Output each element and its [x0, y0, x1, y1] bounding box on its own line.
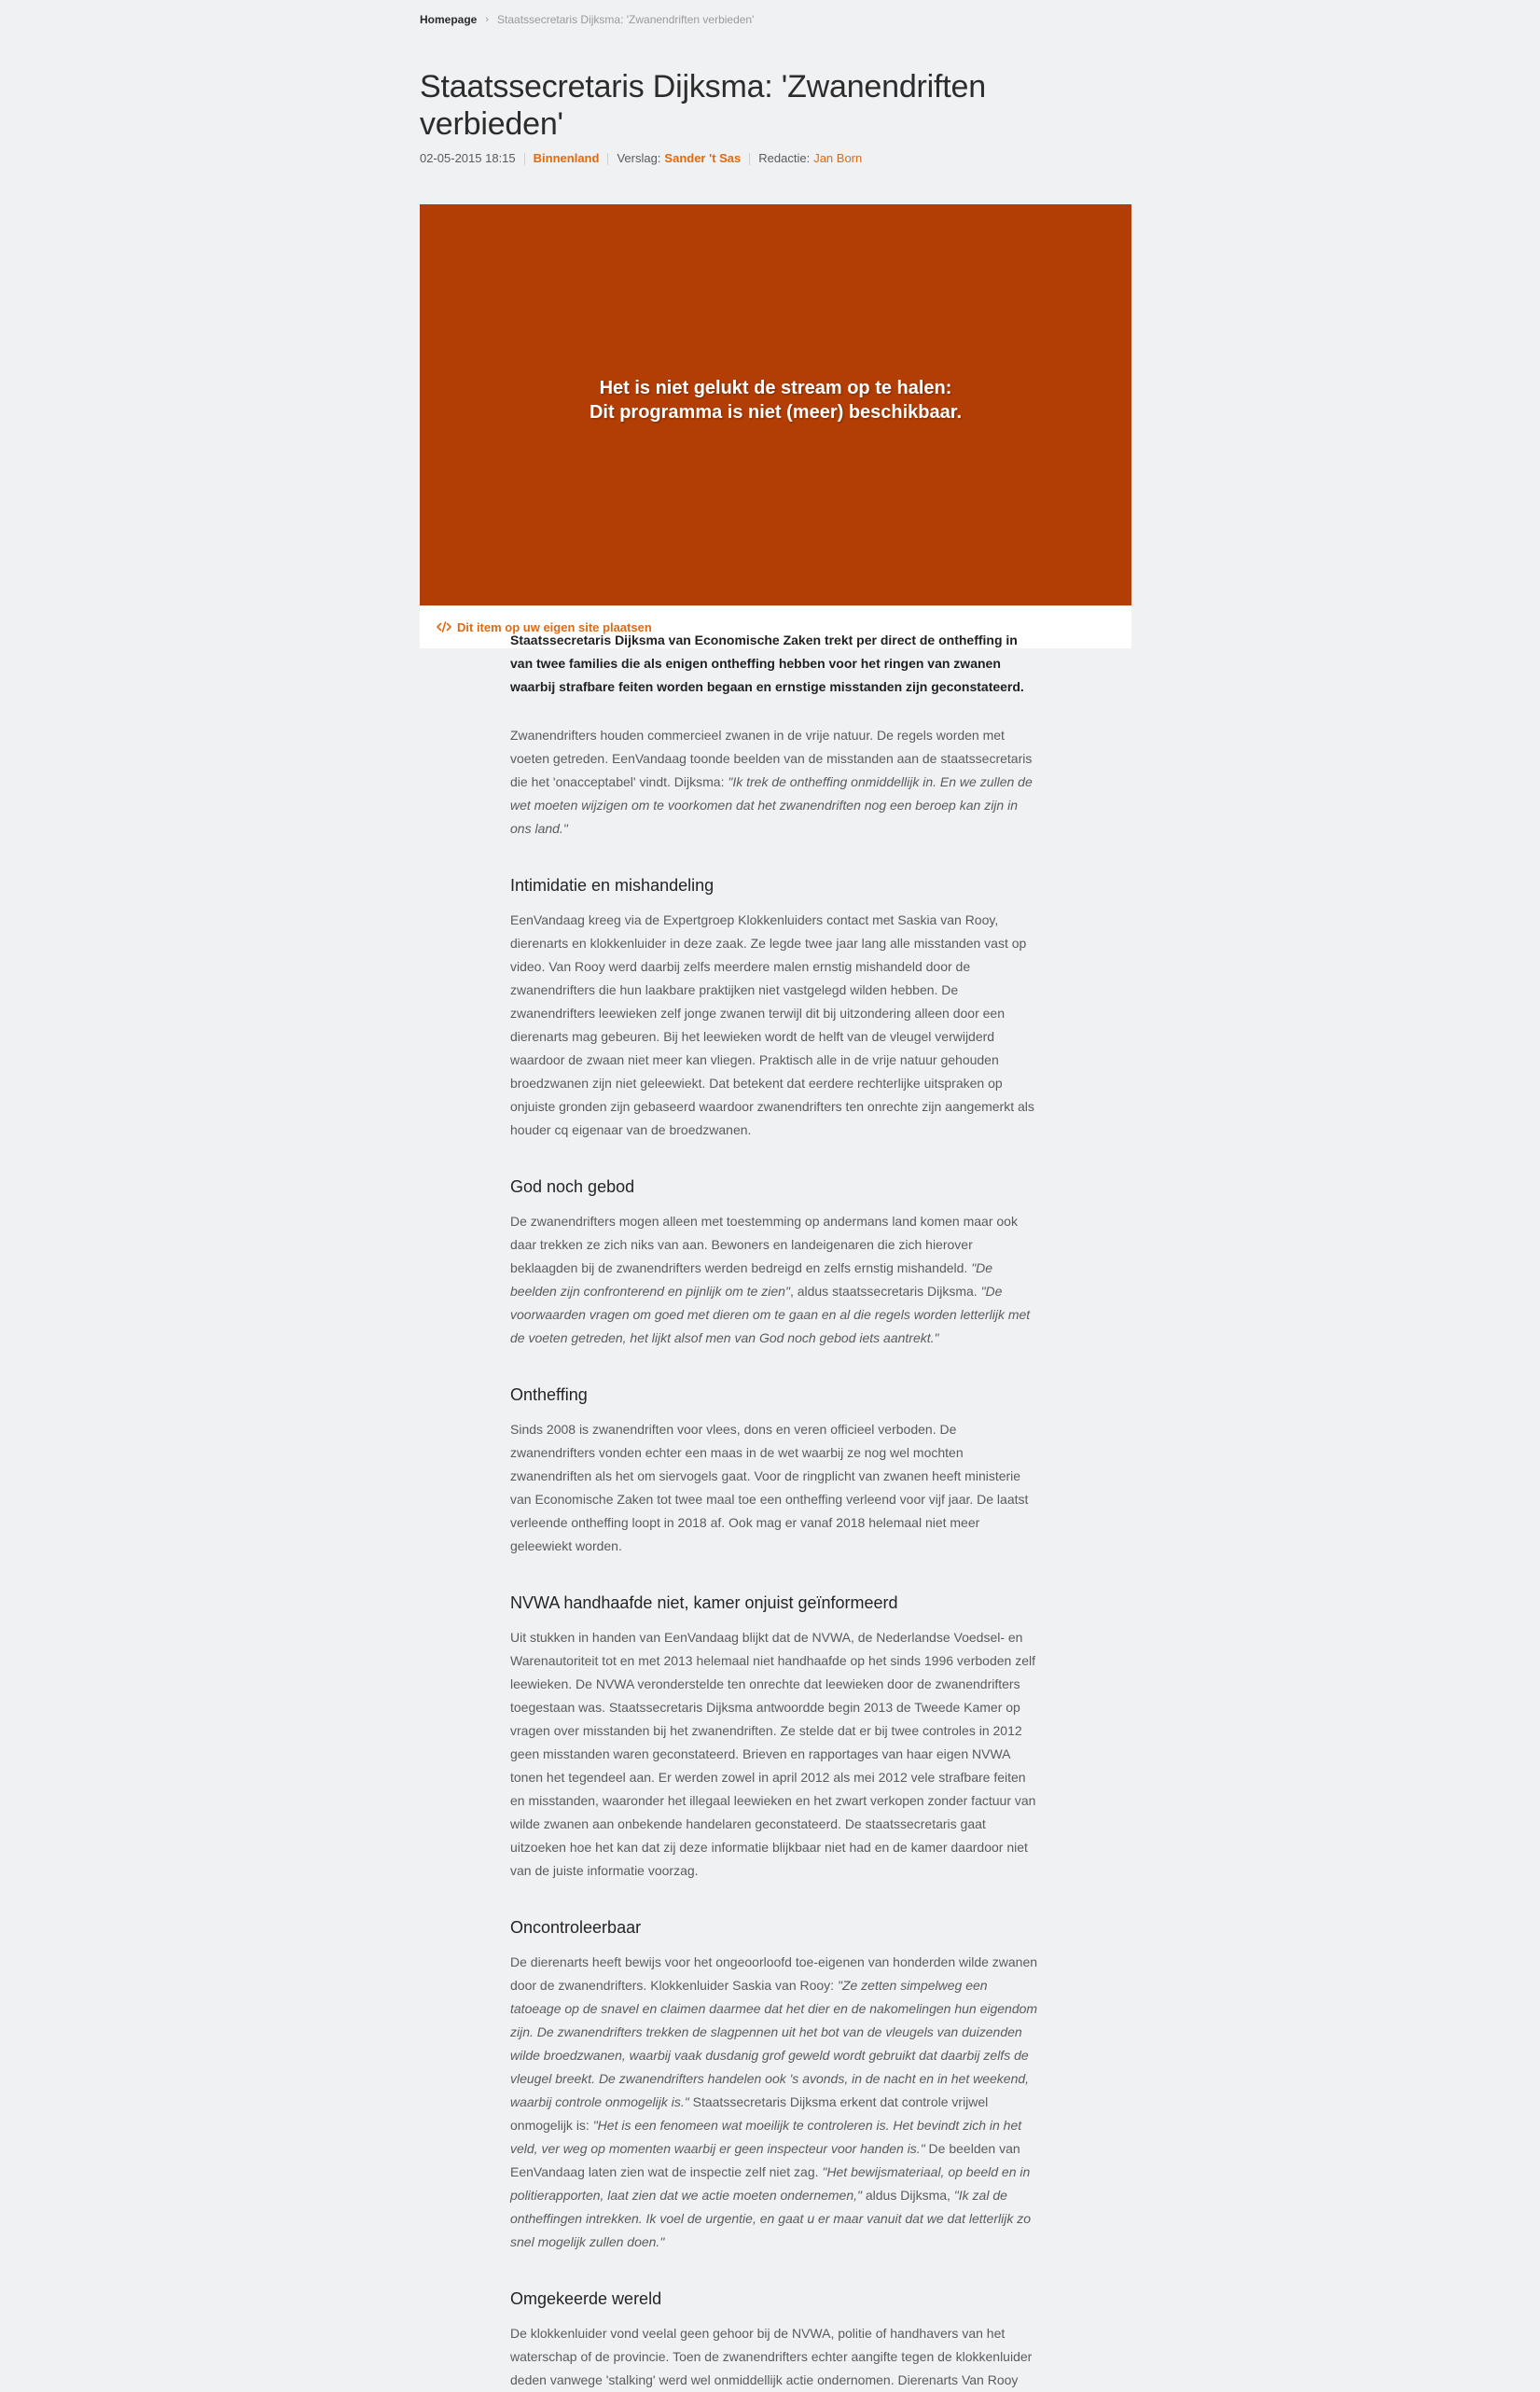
meta-divider	[749, 153, 750, 165]
intro-paragraph	[510, 724, 1040, 841]
section-text: Staatssecretaris Dijksma erkent dat controle vrijwel onmogelijk is:	[510, 2094, 989, 2133]
section-heading: God noch gebod	[510, 1177, 635, 1196]
article-body	[510, 629, 1040, 2392]
section-text: De zwanendrifters mogen alleen met toestemming op andermans land komen maar ook daar trekken ze zich niks van aan. Bewoners en landeigenaren die zich hierover beklaagden bij de zwanendrifters werden bedreigd en zelfs ernstig mishandeld.	[510, 1214, 1018, 1275]
video-player[interactable]	[420, 204, 1131, 605]
section-paragraph: EenVandaag kreeg via de Expertgroep Klokkenluiders contact met Saskia van Rooy, dierenarts en klokkenluider in deze zaak. Ze legde twee jaar lang alle misstanden vast op video. Van Rooy werd daarbij zelfs meerdere malen ernstig mishandeld door de zwanendrifters die hun laakbare praktijken niet vastgelegd wilden hebben. De zwanendrifters leewieken zelf jonge zwanen terwijl dit bij uitzondering alleen door een dierenarts mag gebeuren. Bij het leewieken wordt de helft van de vleugel verwijderd waardoor de zwaan niet meer kan vliegen. Praktisch alle in de vrije natuur gehouden broedzwanen zijn niet geleewiekt. Dat betekent dat eerdere rechterlijke uitspraken op onjuiste gronden zijn gebaseerd waardoor zwanendrifters ten onrechte zijn aangemerkt als houder cq eigenaar van de broedzwanen.	[510, 912, 1034, 1137]
section-quote: "De beelden zijn confronterend en pijnlijk om te zien"	[510, 1260, 993, 1299]
report-author-link[interactable]: Sander 't Sas	[664, 151, 742, 165]
intro-quote: "Ik trek de ontheffing onmiddellijk in. En we zullen de wet moeten wijzigen om te voorkomen dat het zwanendriften nog een beroep kan zijn in ons land."	[510, 774, 1033, 836]
section-paragraph	[510, 1210, 1040, 1350]
section-paragraph: Sinds 2008 is zwanendriften voor vlees, dons en veren officieel verboden. De zwanendrifters vonden echter een maas in de wet waarbij ze nog wel mochten zwanendriften als het om siervogels gaat. Voor de ringplicht van zwanen heeft ministerie van Economische Zaken tot twee maal toe een ontheffing verleend voor vijf jaar. De laatst verleende ontheffing loopt in 2018 af. Ook mag er vanaf 2018 helemaal niet meer geleewiekt worden.	[510, 1422, 1029, 1553]
report-label: Verslag:	[617, 151, 661, 165]
editor-link[interactable]: Jan Born	[813, 151, 863, 165]
meta-divider	[607, 153, 608, 165]
section-text: , aldus staatssecretaris Dijksma.	[789, 1284, 981, 1299]
player-error-line-2: Dit programma is niet (meer) beschikbaar.	[589, 402, 963, 423]
section-quote: "Het bewijsmateriaal, op beeld en in politierapporten, laat zien dat we actie moeten ondernemen,"	[510, 2164, 1031, 2203]
category-link[interactable]: Binnenland	[533, 151, 600, 165]
breadcrumb-separator-icon: ›	[485, 14, 490, 25]
meta-divider	[524, 153, 525, 165]
embed-item-label: Dit item op uw eigen site plaatsen	[457, 619, 652, 634]
section-quote: "Ze zetten simpelweg een tatoeage op de snavel en claimen daarmee dat het dier en de nakomelingen hun eigendom zijn. De zwanendrifters trekken de slagpennen uit het bot van de vleugels van duizenden wilde broedzwanen, waarbij vaak dusdanig grof geweld wordt gebruikt dat daarbij zelfs de vleugel breekt. De zwanendrifters handelen ook 's avonds, in de nacht en in het weekend, waarbij controle onmogelijk is."	[510, 1978, 1038, 2109]
player-error-line-1: Het is niet gelukt de stream op te halen:	[599, 378, 952, 398]
intro-text: Zwanendrifters houden commercieel zwanen in de vrije natuur. De regels worden met voeten getreden. EenVandaag toonde beelden van de misstanden aan de staatssecretaris die het 'onacceptabel' vindt. Dijksma:	[510, 728, 1033, 789]
section-paragraph	[510, 1951, 1040, 2254]
publish-datetime: 02-05-2015 18:15	[420, 151, 516, 165]
section-quote: "Het is een fenomeen wat moeilijk te controleren is. Het bevindt zich in het veld, ver weg op momenten waarbij er geen inspecteur voor handen is."	[510, 2118, 1022, 2156]
section-heading: Omgekeerde wereld	[510, 2289, 662, 2308]
breadcrumb-home-link[interactable]: Homepage	[420, 13, 478, 26]
section-heading: Ontheffing	[510, 1385, 588, 1404]
section-heading: NVWA handhaafde niet, kamer onjuist geïnformeerd	[510, 1593, 898, 1612]
code-icon	[437, 621, 451, 633]
editor-label: Redactie:	[758, 151, 811, 165]
section-text: aldus Dijksma,	[861, 2188, 954, 2203]
article-lead: Staatssecretaris Dijksma van Economische Zaken trekt per direct de ontheffing in van twee families die als enigen ontheffing hebben voor het ringen van zwanen waarbij strafbare feiten worden begaan en ernstige misstanden zijn geconstateerd.	[510, 633, 1024, 694]
section-text: De dierenarts heeft bewijs voor het ongeoorloofd toe-eigenen van honderden wilde zwanen door de zwanendrifters. Klokkenluider Saskia van Rooy:	[510, 1954, 1038, 1993]
article-header	[420, 0, 1131, 648]
breadcrumb	[420, 12, 1131, 27]
player-error-message	[590, 376, 962, 424]
section-heading: Intimidatie en mishandeling	[510, 876, 715, 895]
section-text: De beelden van EenVandaag laten zien wat de inspectie zelf niet zag.	[510, 2141, 1020, 2179]
section-heading: Oncontroleerbaar	[510, 1918, 642, 1937]
page-title: Staatssecretaris Dijksma: 'Zwanendriften verbieden'	[420, 69, 986, 142]
article-meta	[420, 150, 1131, 167]
breadcrumb-current: Staatssecretaris Dijksma: 'Zwanendriften verbieden'	[497, 13, 755, 26]
section-paragraph: Uit stukken in handen van EenVandaag blijkt dat de NVWA, de Nederlandse Voedsel- en Warenautoriteit tot en met 2013 helemaal niet handhaafde op het sinds 1996 verboden zelf leewieken. De NVWA veronderstelde ten onrechte dat leewieken door de zwanendrifters toegestaan was. Staatssecretaris Dijksma antwoordde begin 2013 de Tweede Kamer op vragen over misstanden bij het zwanendriften. Ze stelde dat er bij twee controles in 2012 geen misstanden waren geconstateerd. Brieven en rapportages van haar eigen NVWA tonen het tegendeel aan. Er werden zowel in april 2012 als mei 2012 vele strafbare feiten en misstanden, waaronder het illegaal leewieken en het zwart verkopen zonder factuur van wilde zwanen aan onbekende handelaren geconstateerd. De staatssecretaris gaat uitzoeken hoe het kan dat zij deze informatie blijkbaar niet had en de kamer daardoor niet van de juiste informatie voorzag.	[510, 1630, 1036, 1878]
section-paragraph: De klokkenluider vond veelal geen gehoor bij de NVWA, politie of handhavers van het waterschap of de provincie. Toen de zwanendrifters echter aangifte tegen de klokkenluider deden vanwege 'stalking' werd wel onmiddellijk actie ondernomen. Dierenarts Van Rooy	[510, 2326, 1033, 2387]
section-quote: "De voorwaarden vragen om goed met dieren om te gaan en al die regels worden letterlijk met de voeten getreden, het lijkt alsof men van God noch gebod iets aantrekt."	[510, 1284, 1031, 1345]
section-quote: "Ik zal de ontheffingen intrekken. Ik voel de urgentie, en gaat u er maar vanuit dat we dat letterlijk zo snel mogelijk zullen doen."	[510, 2188, 1031, 2249]
